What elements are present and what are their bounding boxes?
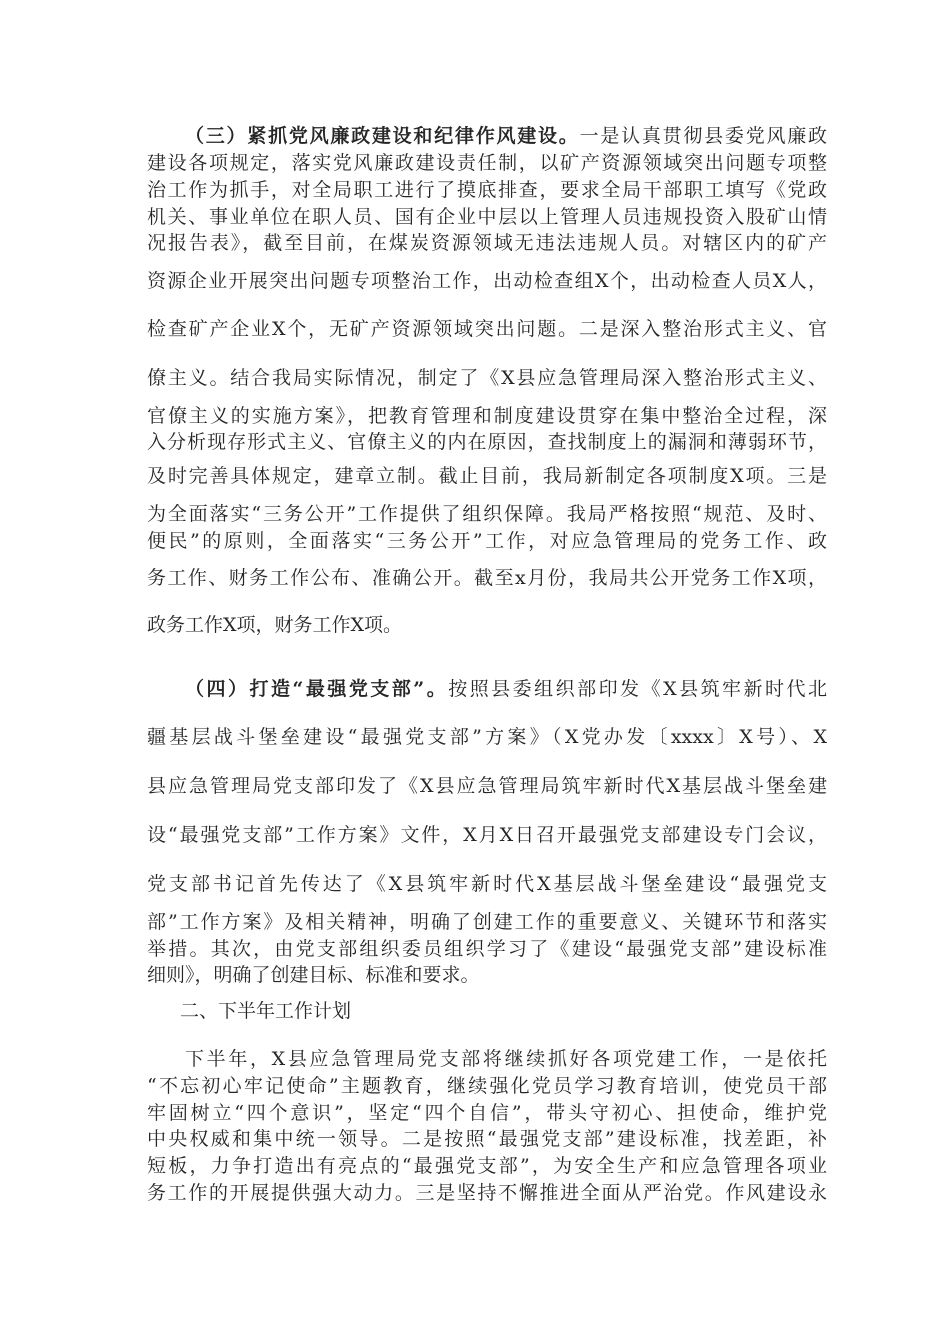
section3-line: 治工作为抓手，对全局职工进行了摸底排查，要求全局干部职工填写《党政 bbox=[147, 179, 827, 201]
plan-line: 下半年，X县应急管理局党支部将继续抓好各项党建工作，一是依托 bbox=[185, 1048, 827, 1070]
plan-line: 中央权威和集中统一领导。二是按照“最强党支部”建设标准，找差距，补 bbox=[147, 1128, 827, 1150]
plan-line: “不忘初心牢记使命”主题教育，继续强化党员学习教育培训，使党员干部 bbox=[147, 1075, 827, 1097]
section3-line: 僚主义。结合我局实际情况，制定了《X县应急管理局深入整治形式主义、 bbox=[147, 367, 827, 389]
section-two-heading: 二、下半年工作计划 bbox=[180, 1000, 352, 1022]
section3-line: 建设各项规定，落实党风廉政建设责任制，以矿产资源领域突出问题专项整 bbox=[147, 152, 827, 174]
section4-heading: （四）打造“最强党支部”。 bbox=[185, 678, 449, 700]
section3-line: 机关、事业单位在职人员、国有企业中层以上管理人员违规投资入股矿山情 bbox=[147, 206, 827, 228]
section3-line-1 bbox=[185, 124, 827, 148]
plan-line: 牢固树立“四个意识”，坚定“四个自信”，带头守初心、担使命，维护党 bbox=[147, 1102, 827, 1124]
section4-text: 按照县委组织部印发《X县筑牢新时代北 bbox=[448, 678, 827, 700]
section4-line: 细则》，明确了创建目标、标准和要求。 bbox=[147, 964, 480, 986]
section4-line: 举措。其次，由党支部组织委员组织学习了《建设“最强党支部”建设标准 bbox=[147, 938, 827, 960]
section4-line: 设“最强党支部”工作方案》文件，X月X日召开最强党支部建设专门会议， bbox=[147, 824, 827, 846]
section3-line: 为全面落实“三务公开”工作提供了组织保障。我局严格按照“规范、及时、 bbox=[147, 503, 827, 525]
section3-line: 及时完善具体规定，建章立制。截止目前，我局新制定各项制度X项。三是 bbox=[147, 465, 827, 487]
section4-line: 疆基层战斗堡垒建设“最强党支部”方案》（X党办发〔xxxx〕X号）、X bbox=[147, 726, 827, 748]
section3-line: 资源企业开展突出问题专项整治工作，出动检查组X个，出动检查人员X人， bbox=[147, 270, 827, 292]
section3-text: 一是认真贯彻县委党风廉政 bbox=[579, 125, 827, 147]
section4-line: 部”工作方案》及相关精神，明确了创建工作的重要意义、关键环节和落实 bbox=[147, 911, 827, 933]
section3-line: 务工作、财务工作公布、准确公开。截至x月份，我局共公开党务工作X项， bbox=[147, 567, 827, 589]
section4-line-1 bbox=[185, 677, 827, 701]
section3-line: 入分析现存形式主义、官僚主义的内在原因，查找制度上的漏洞和薄弱环节， bbox=[147, 431, 827, 453]
section3-line: 检查矿产企业X个，无矿产资源领域突出问题。二是深入整治形式主义、官 bbox=[147, 318, 827, 340]
section4-line: 党支部书记首先传达了《X县筑牢新时代X基层战斗堡垒建设“最强党支 bbox=[147, 873, 827, 895]
section3-line: 官僚主义的实施方案》，把教育管理和制度建设贯穿在集中整治全过程，深 bbox=[147, 405, 827, 427]
section3-line: 便民”的原则，全面落实“三务公开”工作，对应急管理局的党务工作、政 bbox=[147, 530, 827, 552]
plan-line: 务工作的开展提供强大动力。三是坚持不懈推进全面从严治党。作风建设永 bbox=[147, 1182, 827, 1204]
section4-line: 县应急管理局党支部印发了《X县应急管理局筑牢新时代X基层战斗堡垒建 bbox=[147, 775, 827, 797]
plan-line: 短板，力争打造出有亮点的“最强党支部”，为安全生产和应急管理各项业 bbox=[147, 1155, 827, 1177]
section3-line: 况报告表》，截至目前，在煤炭资源领域无违法违规人员。对辖区内的矿产 bbox=[147, 232, 827, 254]
section3-heading: （三）紧抓党风廉政建设和纪律作风建设。 bbox=[185, 125, 580, 147]
section3-line: 政务工作X项，财务工作X项。 bbox=[147, 614, 403, 636]
